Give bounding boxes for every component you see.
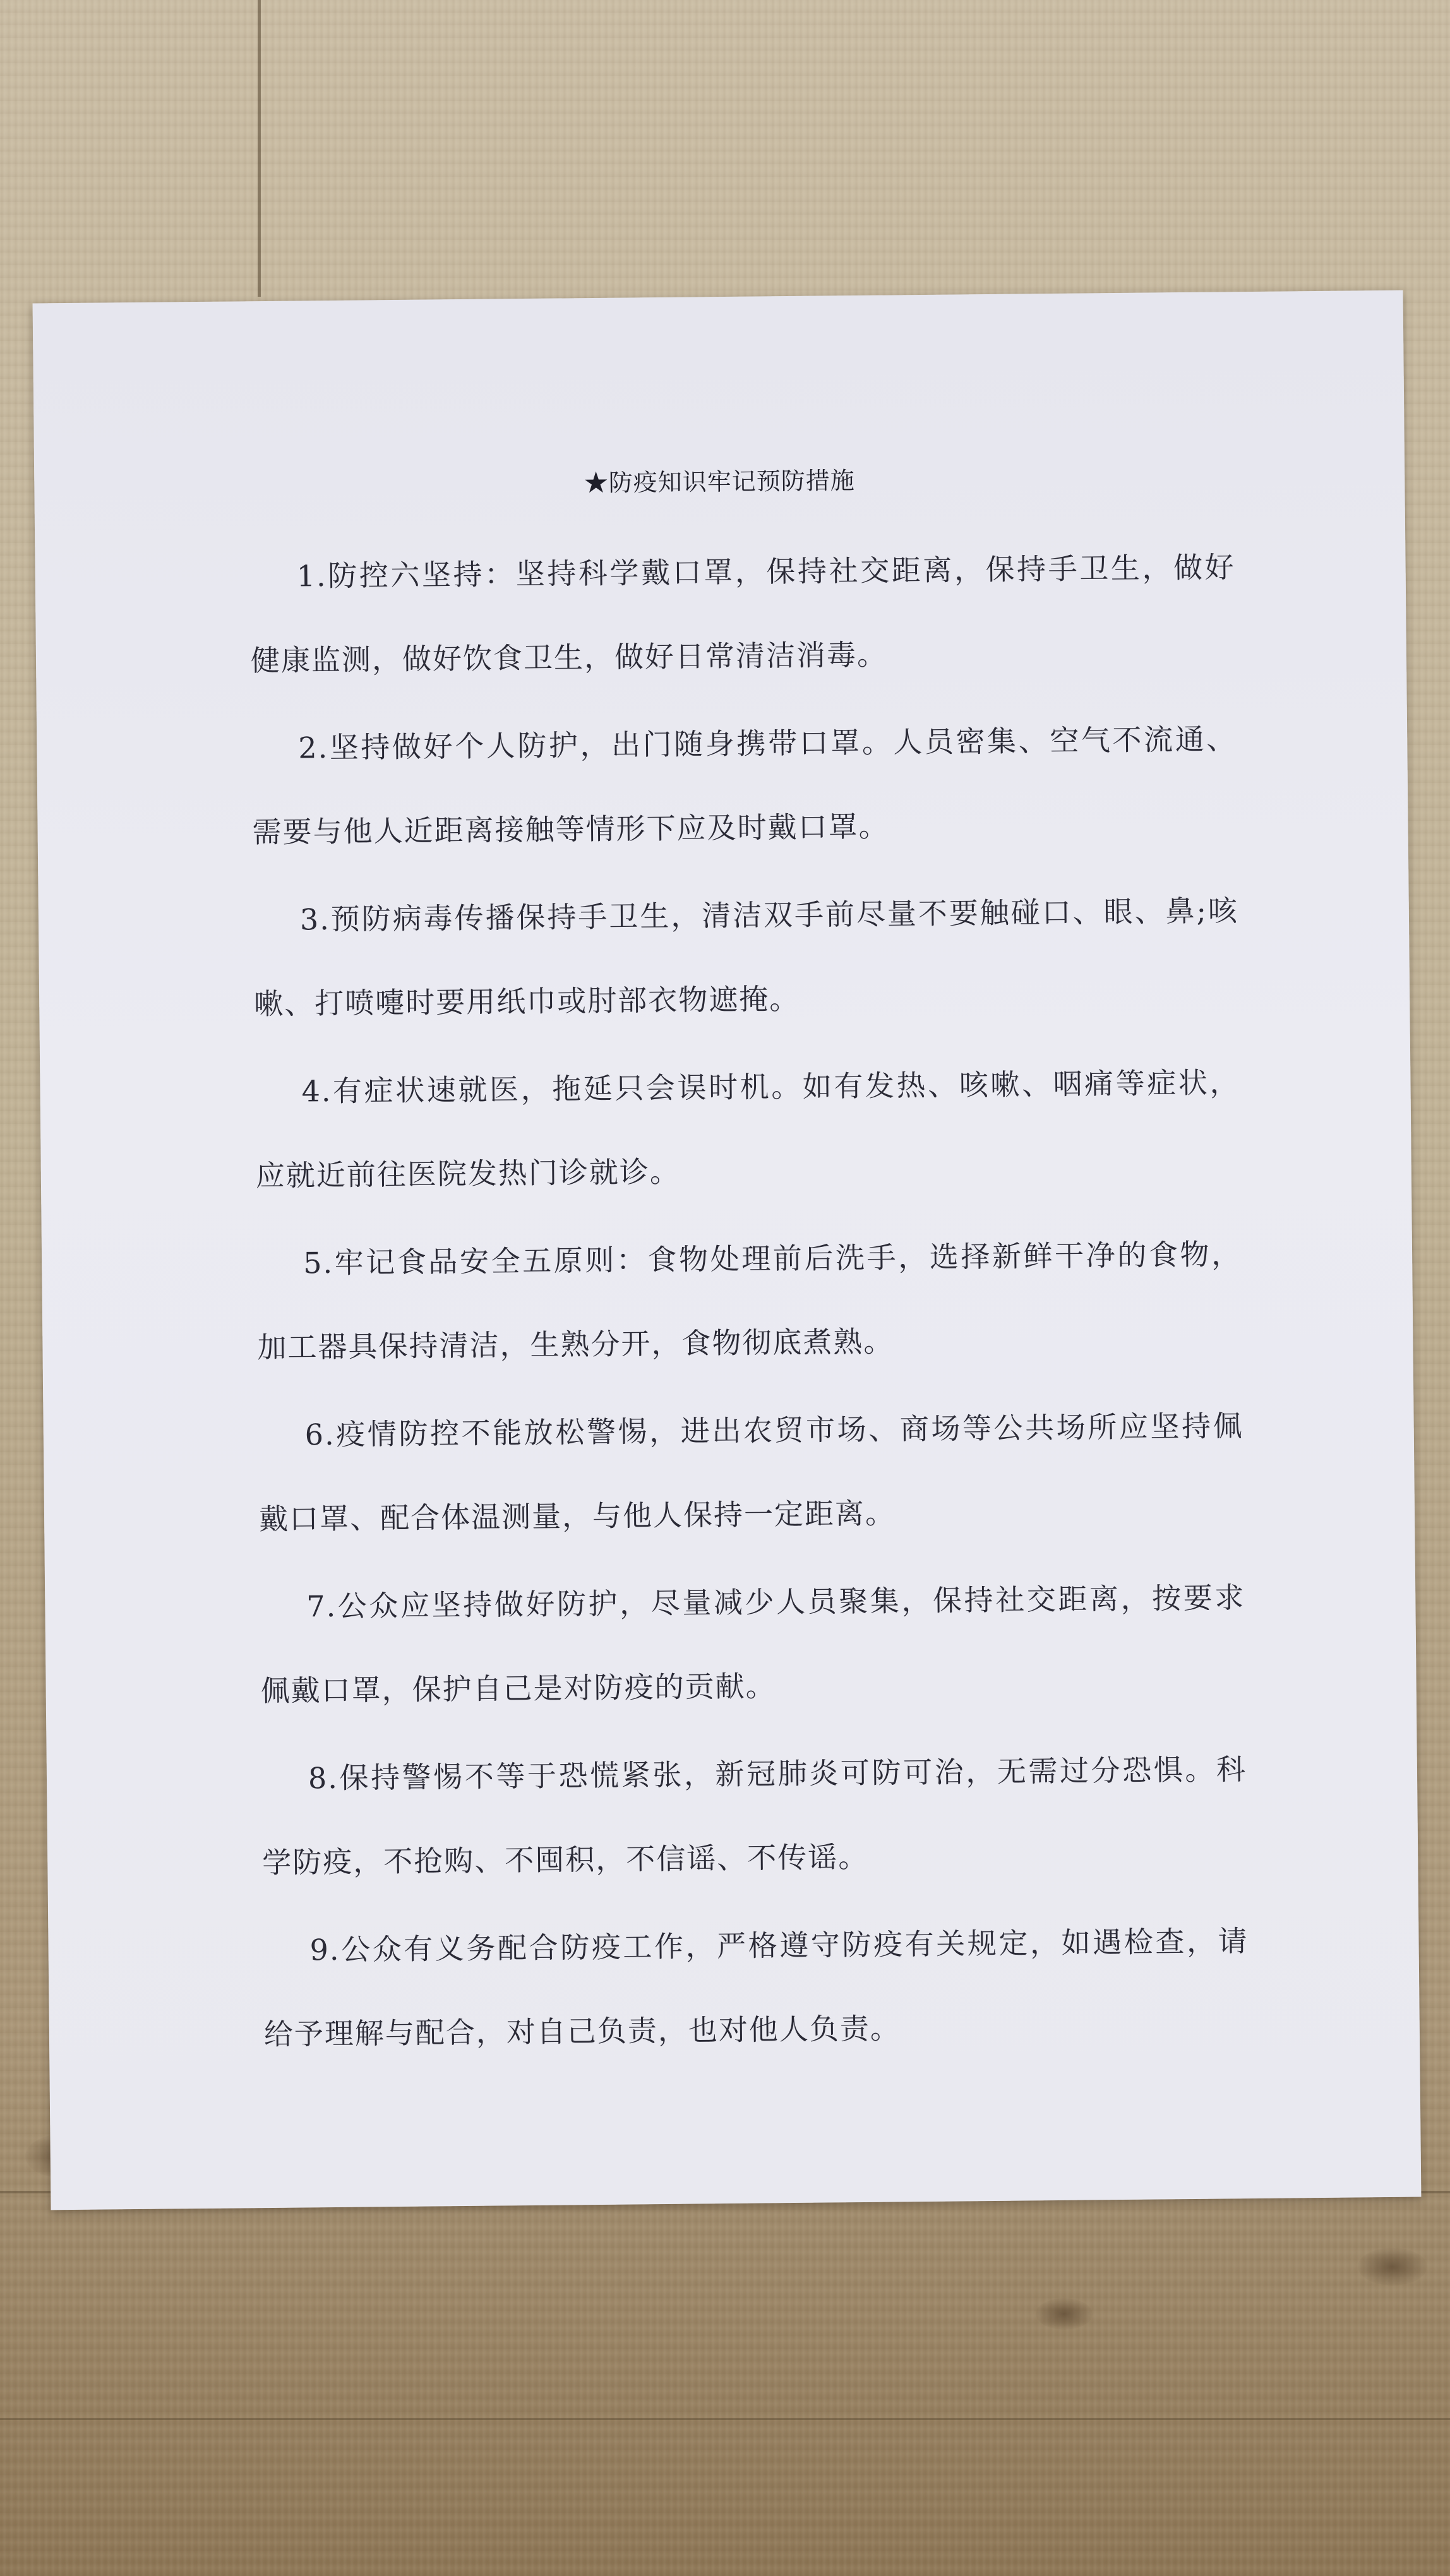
list-item: 1.防控六坚持：坚持科学戴口罩，保持社交距离，保持手卫生，做好健康监测，做好饮食卫生，做好日常清洁消毒。: [250, 550, 1235, 678]
document-title: ★防疫知识牢记预防措施: [584, 466, 856, 498]
list-item: 9.公众有义务配合防疫工作，严格遵守防疫有关规定，如遇检查，请给予理解与配合，对自己负责，也对他人负责。: [263, 1924, 1249, 2052]
list-item: 4.有症状速就医，拖延只会误时机。如有发热、咳嗽、咽痛等症状，应就近前往医院发热门诊就诊。: [255, 1065, 1240, 1193]
table-plank-seam: [258, 0, 261, 297]
item-list: [249, 525, 1249, 2080]
table-plank-seam: [0, 2418, 1450, 2420]
list-item: 6.疫情防控不能放松警惕，进出农贸市场、商场等公共场所应坚持佩戴口罩、配合体温测量，与他人保持一定距离。: [258, 1409, 1243, 1537]
wood-knot: [1036, 2298, 1093, 2330]
list-item: 5.牢记食品安全五原则：食物处理前后洗手，选择新鲜干净的食物，加工器具保持清洁，生熟分开，食物彻底煮熟。: [257, 1237, 1242, 1365]
list-item: 3.预防病毒传播保持手卫生，清洁双手前尽量不要触碰口、眼、鼻;咳嗽、打喷嚏时要用纸巾或肘部衣物遮掩。: [253, 893, 1239, 1022]
list-item: 8.保持警惕不等于恐慌紧张，新冠肺炎可防可治，无需过分恐惧。科学防疫，不抢购、不囤积，不信谣、不传谣。: [262, 1752, 1247, 1880]
wood-knot: [1358, 2248, 1427, 2286]
paper-sheet: [33, 290, 1422, 2210]
list-item: 2.坚持做好个人防护，出门随身携带口罩。人员密集、空气不流通、需要与他人近距离接触等情形下应及时戴口罩。: [252, 722, 1237, 850]
list-item: 7.公众应坚持做好防护，尽量减少人员聚集，保持社交距离，按要求佩戴口罩，保护自己是对防疫的贡献。: [260, 1580, 1245, 1708]
